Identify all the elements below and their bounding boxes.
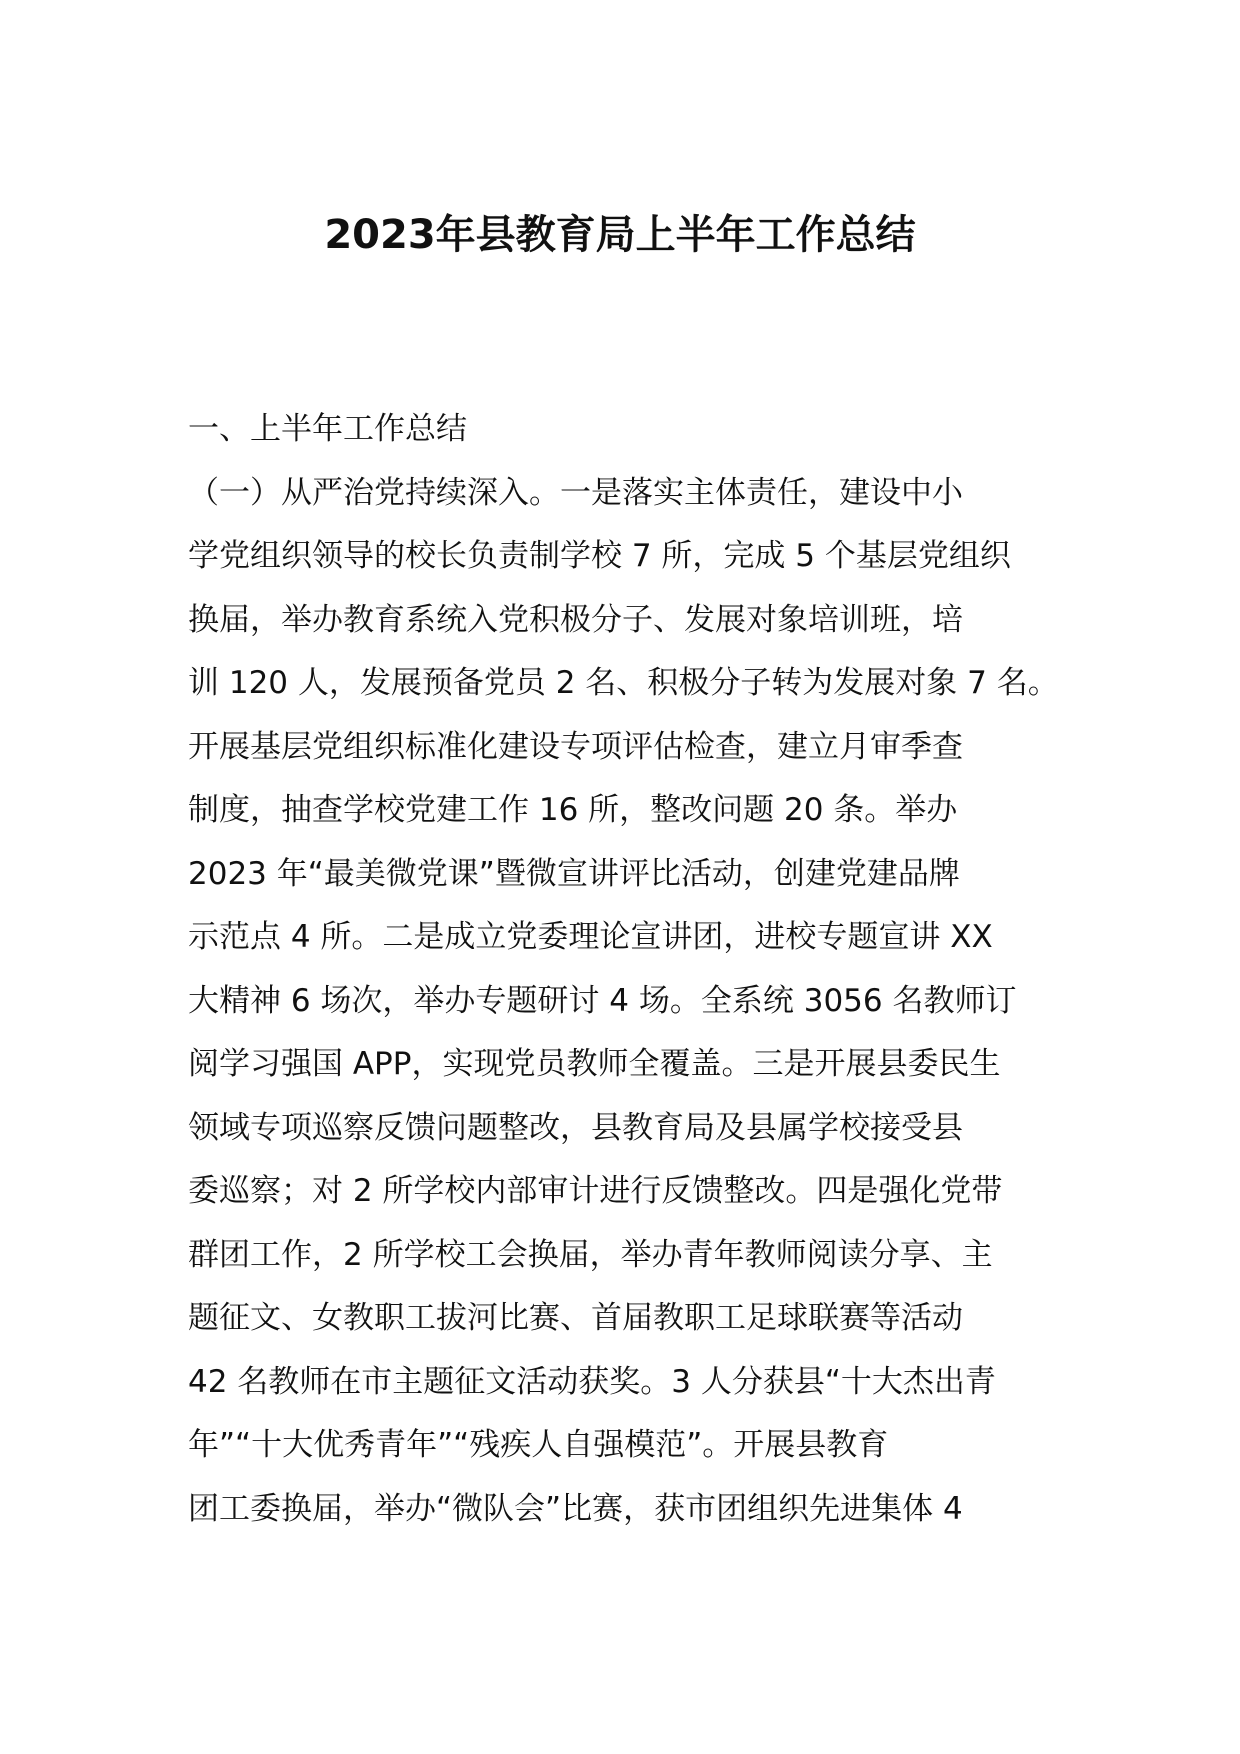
paragraph-line: 换届，举办教育系统入党积极分子、发展对象培训班，培 <box>188 601 963 638</box>
paragraph-line: （一）从严治党持续深入。一是落实主体责任，建设中小 <box>188 474 963 511</box>
paragraph-line: 学党组织领导的校长负责制学校 7 所，完成 5 个基层党组织 <box>188 538 1011 574</box>
paragraph-line: 阅学习强国 APP，实现党员教师全覆盖。三是开展县委民生 <box>188 1046 1001 1082</box>
paragraph-line: 2023 年“最美微党课”暨微宣讲评比活动，创建党建品牌 <box>188 855 960 892</box>
document-title: 2023年县教育局上半年工作总结 <box>324 212 916 258</box>
document-body <box>188 398 1068 1541</box>
paragraph-line: 领域专项巡察反馈问题整改，县教育局及县属学校接受县 <box>188 1109 963 1146</box>
paragraph-line: 题征文、女教职工拔河比赛、首届教职工足球联赛等活动 <box>188 1300 963 1336</box>
paragraph-line: 开展基层党组织标准化建设专项评估检查，建立月审季查 <box>188 728 963 765</box>
paragraph-line: 群团工作，2 所学校工会换届，举办青年教师阅读分享、主 <box>188 1236 993 1273</box>
paragraph-line: 示范点 4 所。二是成立党委理论宣讲团，进校专题宣讲 XX <box>188 919 993 955</box>
paragraph-line: 委巡察；对 2 所学校内部审计进行反馈整改。四是强化党带 <box>188 1173 1003 1209</box>
paragraph-line: 42 名教师在市主题征文活动获奖。3 人分获县“十大杰出青 <box>188 1363 996 1400</box>
paragraph-line: 大精神 6 场次，举办专题研讨 4 场。全系统 3056 名教师订 <box>188 982 1017 1019</box>
paragraph-line: 制度，抽查学校党建工作 16 所，整改问题 20 条。举办 <box>188 792 958 828</box>
paragraph-line: 团工委换届，举办“微队会”比赛，获市团组织先进集体 4 <box>188 1490 963 1527</box>
paragraph-line: 训 120 人，发展预备党员 2 名、积极分子转为发展对象 7 名。 <box>188 665 1059 701</box>
section-heading: 一、上半年工作总结 <box>188 411 467 447</box>
paragraph-line: 年”“十大优秀青年”“残疾人自强模范”。开展县教育 <box>188 1427 889 1463</box>
